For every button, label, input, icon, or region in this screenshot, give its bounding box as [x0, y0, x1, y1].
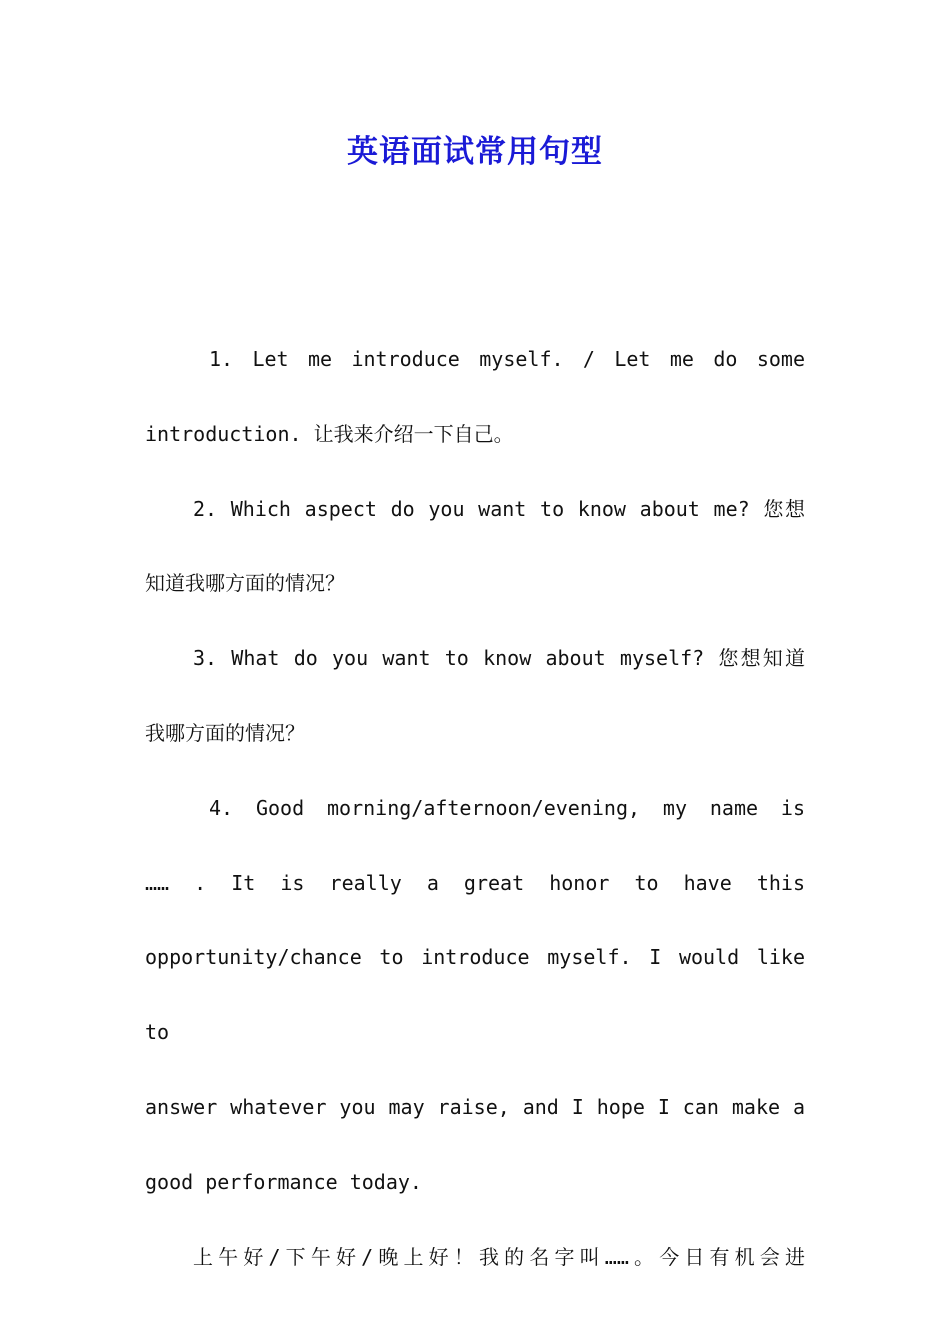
- paragraph-4-line-2: …… . It is really a great honor to have this: [145, 870, 805, 895]
- paragraph-1-line-1: 1. Let me introduce myself. / Let me do some: [209, 347, 805, 371]
- paragraph-4-line-1: 4. Good morning/afternoon/evening, my name is: [209, 795, 805, 820]
- document-body: [145, 322, 805, 1294]
- paragraph-3-line-2: 我哪方面的情况？: [145, 720, 305, 745]
- paragraph-2-line-1: 2. Which aspect do you want to know about me? 您想: [193, 496, 805, 521]
- document-title: 英语面试常用句型: [347, 134, 603, 170]
- paragraph-1-line-2: introduction. 让我来介绍一下自己。: [145, 421, 514, 446]
- paragraph-4-line-5: good performance today.: [145, 1169, 422, 1194]
- paragraph-2-line-2: 知道我哪方面的情况？: [145, 571, 345, 596]
- paragraph-4-line-4: answer whatever you may raise, and I hope I can make a: [145, 1094, 805, 1119]
- paragraph-5-line-1: 上午好/下午好/晚上好！我的名字叫……。今日有机会进: [193, 1244, 805, 1269]
- paragraph-3-line-1: 3. What do you want to know about myself? 您想知道: [193, 646, 805, 671]
- paragraph-4-line-3: opportunity/chance to introduce myself. I would like to: [145, 945, 805, 1045]
